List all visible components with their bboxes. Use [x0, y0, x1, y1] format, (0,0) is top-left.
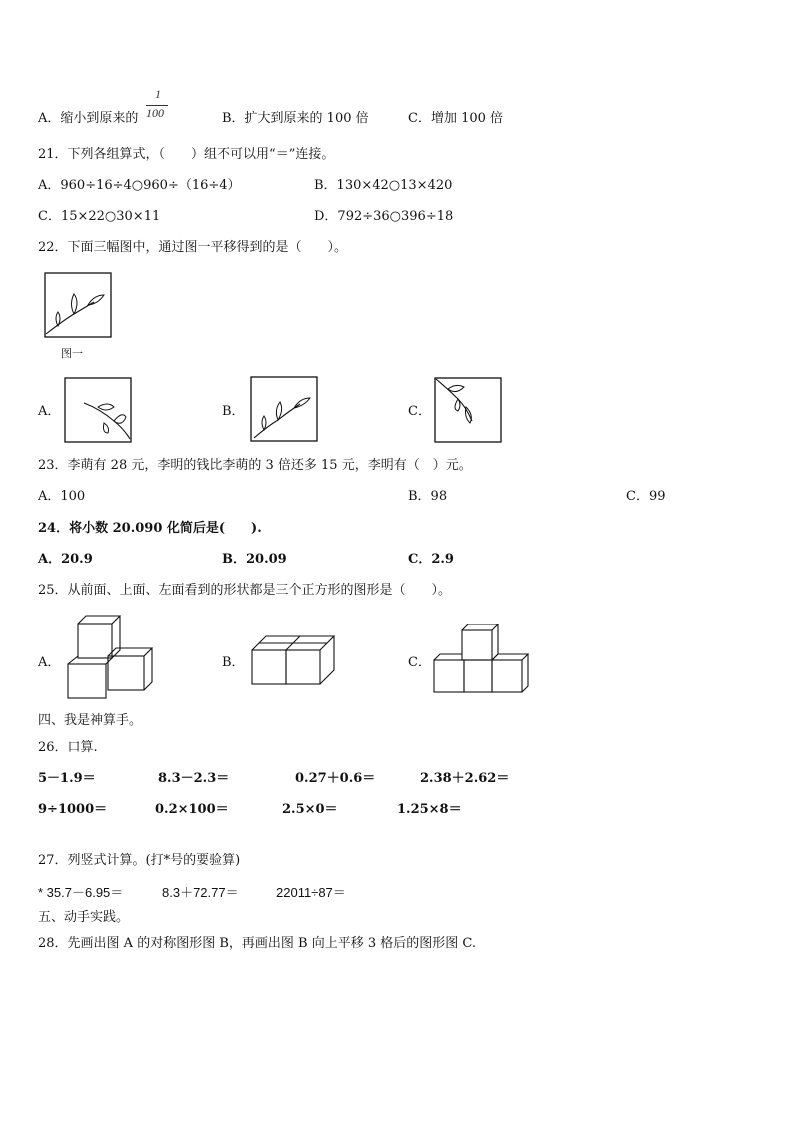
- q23-option-b[interactable]: B．98: [408, 489, 448, 504]
- q21-option-a[interactable]: A．960÷16÷4○960÷（16÷4）: [38, 178, 241, 193]
- q26-stem: 26．口算.: [38, 740, 98, 755]
- q26-item[interactable]: 2.5×0＝: [282, 802, 338, 817]
- q26-item[interactable]: 0.2×100＝: [155, 802, 229, 817]
- q25-option-c-cubes[interactable]: [432, 624, 530, 694]
- q20-option-a[interactable]: A．缩小到原来的: [38, 111, 139, 126]
- figure-one-caption: 图一: [61, 347, 83, 360]
- q26-item[interactable]: 9÷1000＝: [38, 802, 108, 817]
- q20-option-b[interactable]: B．扩大到原来的 100 倍: [222, 111, 369, 126]
- q28-stem: 28．先画出图 A 的对称图形图 B，再画出图 B 向上平移 3 格后的图形图 C.: [38, 936, 476, 951]
- q21-option-c[interactable]: C．15×22○30×11: [38, 209, 161, 224]
- q22-option-b-figure[interactable]: [250, 376, 318, 442]
- q22-option-b-label[interactable]: B．: [222, 404, 245, 419]
- q26-item[interactable]: 2.38＋2.62＝: [420, 771, 510, 786]
- q26-item[interactable]: 1.25×8＝: [397, 802, 462, 817]
- q21-option-b[interactable]: B．130×42○13×420: [314, 178, 453, 193]
- q22-option-a-label[interactable]: A．: [38, 404, 61, 419]
- q20-option-c[interactable]: C．增加 100 倍: [408, 111, 504, 126]
- q22-option-c-figure[interactable]: [434, 377, 502, 443]
- q25-stem: 25．从前面、上面、左面看到的形状都是三个正方形的图形是（ ）。: [38, 583, 452, 598]
- q23-option-c[interactable]: C．99: [626, 489, 666, 504]
- q21-option-d[interactable]: D．792÷36○396÷18: [314, 209, 454, 224]
- section-4-heading: 四、我是神算手。: [38, 713, 143, 728]
- q25-option-a-label[interactable]: A．: [38, 655, 61, 670]
- q24-option-b[interactable]: B．20.09: [222, 552, 287, 567]
- q22-option-c-label[interactable]: C．: [408, 404, 431, 419]
- q27-item[interactable]: 22011÷87＝: [276, 885, 346, 900]
- fraction-denominator: 100: [146, 106, 164, 120]
- q24-option-c[interactable]: C．2.9: [408, 552, 454, 567]
- q26-item[interactable]: 5－1.9＝: [38, 771, 96, 786]
- q25-option-b-cubes[interactable]: [250, 630, 336, 686]
- q23-stem: 23．李萌有 28 元，李明的钱比李萌的 3 倍还多 15 元，李明有（ ）元。: [38, 458, 472, 473]
- q21-stem: 21．下列各组算式，（ ）组不可以用“＝”连接。: [38, 147, 335, 162]
- q26-item[interactable]: 8.3－2.3＝: [158, 771, 230, 786]
- q25-option-a-cubes[interactable]: [64, 614, 154, 700]
- q22-stem: 22．下面三幅图中，通过图一平移得到的是（ ）。: [38, 240, 348, 255]
- q24-stem: 24．将小数 20.090 化简后是( ).: [38, 521, 262, 536]
- q24-option-a[interactable]: A．20.9: [38, 552, 93, 567]
- q27-item[interactable]: * 35.7－6.95＝: [38, 885, 124, 900]
- fraction-numerator: 1: [155, 87, 161, 101]
- q26-item[interactable]: 0.27＋0.6＝: [295, 771, 376, 786]
- q22-option-a-figure[interactable]: [64, 377, 132, 443]
- q25-option-c-label[interactable]: C．: [408, 655, 431, 670]
- q23-option-a[interactable]: A．100: [38, 489, 86, 504]
- section-5-heading: 五、动手实践。: [38, 910, 130, 925]
- q25-option-b-label[interactable]: B．: [222, 655, 245, 670]
- q27-stem: 27．列竖式计算。(打*号的要验算): [38, 853, 241, 868]
- figure-one-leaf: [44, 272, 112, 338]
- q27-item[interactable]: 8.3＋72.77＝: [162, 885, 239, 900]
